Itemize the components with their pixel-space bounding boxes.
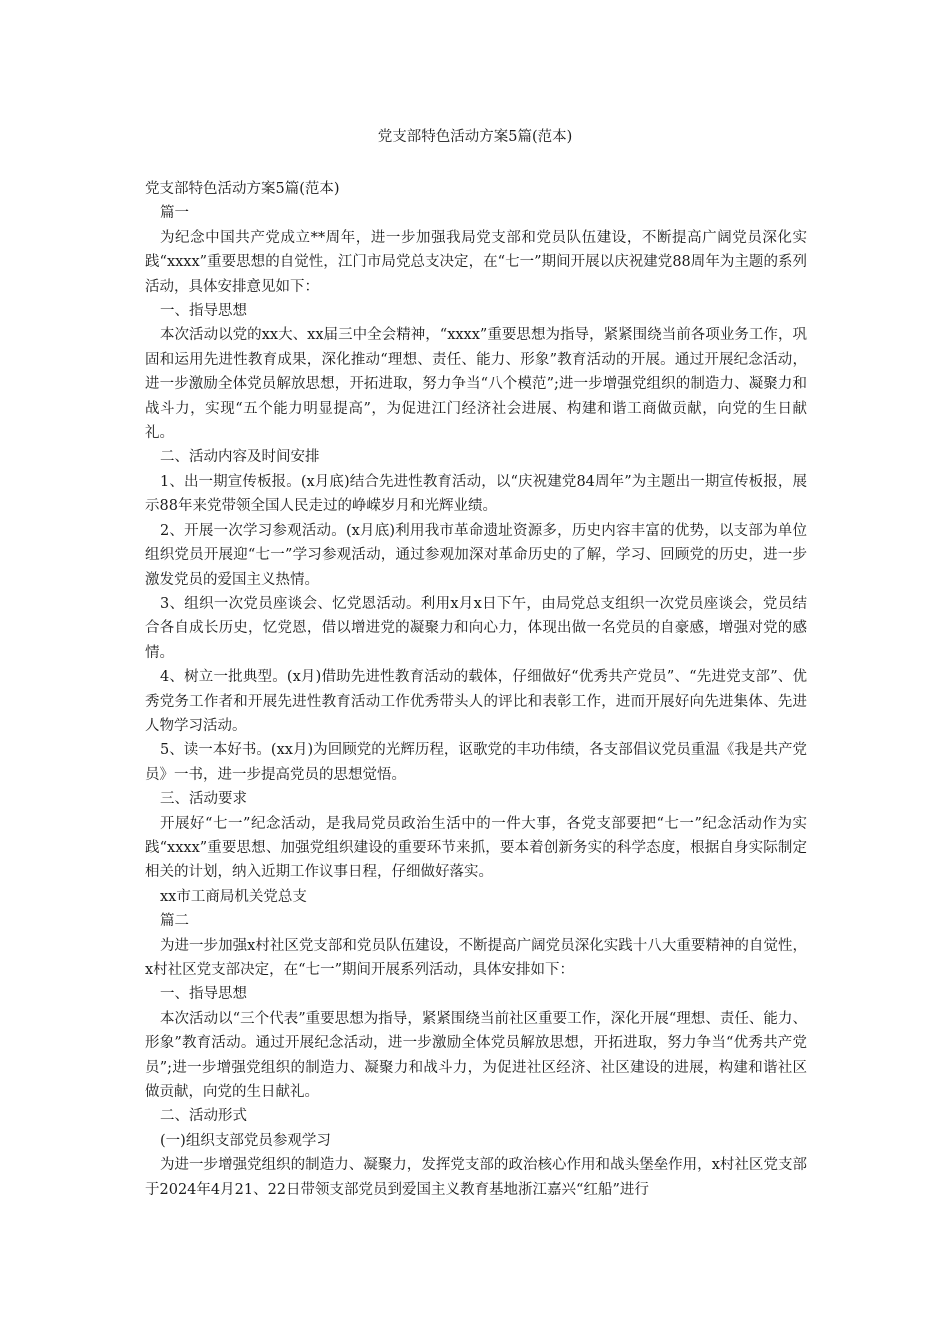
paragraph: 本次活动以“三个代表”重要思想为指导，紧紧围绕当前社区重要工作，深化开展“理想、责任、能力、形象”教育活动。通过开展纪念活动，进一步激励全体党员解放思想，开拓进取，努力争当“优秀共产党员”;进一步增强党组织的制造力、凝聚力和战斗力，为促进社区经济、社区建设的进展，构建和谐社区做贡献，向党的生日献礼。 [145,1010,807,1101]
paragraph: 篇二 [160,913,189,930]
paragraph: 二、活动形式 [160,1108,247,1125]
paragraph: 1、出一期宣传板报。(x月底)结合先进性教育活动，以“庆祝建党84周年”为主题出一期宣传板报，展示88年来党带领全国人民走过的峥嵘岁月和光辉业绩。 [145,473,807,515]
paragraph: 一、指导思想 [160,986,247,1003]
paragraph: 2、开展一次学习参观活动。(x月底)利用我市革命遗址资源多，历史内容丰富的优势，以支部为单位组织党员开展迎“七一”学习参观活动，通过参观加深对革命历史的了解，学习、回顾党的历史，进一步激发党员的爱国主义热情。 [145,522,807,588]
paragraph: 3、组织一次党员座谈会、忆党恩活动。利用x月x日下午，由局党总支组织一次党员座谈会，党员结合各自成长历史，忆党恩，借以增进党的凝聚力和向心力，体现出做一名党员的自豪感，增强对党的感情。 [145,595,807,661]
paragraph: 为进一步增强党组织的制造力、凝聚力，发挥党支部的政治核心作用和战头堡垒作用，x村社区党支部于2024年4月21、22日带领支部党员到爱国主义教育基地浙江嘉兴“红船”进行 [145,1157,807,1198]
paragraph: 一、指导思想 [160,303,247,320]
paragraph: 4、树立一批典型。(x月)借助先进性教育活动的载体，仔细做好“优秀共产党员”、“先进党支部”、优秀党务工作者和开展先进性教育活动工作优秀带头人的评比和表彰工作，进而开展好向先进集体、先进人物学习活动。 [145,669,807,734]
paragraph: 为进一步加强x村社区党支部和党员队伍建设，不断提高广阔党员深化实践十八大重要精神的自觉性，x村社区党支部决定，在“七一”期间开展系列活动，具体安排如下： [145,937,807,978]
paragraph: 为纪念中国共产党成立**周年，进一步加强我局党支部和党员队伍建设，不断提高广阔党员深化实践“xxxx”重要思想的自觉性，江门市局党总支决定，在“七一”期间开展以庆祝建党88周年为主题的系列活动，具体安排意见如下： [145,229,807,295]
paragraph: 5、读一本好书。(xx月)为回顾党的光辉历程，讴歌党的丰功伟绩，各支部倡议党员重温《我是共产党员》一书，进一步提高党员的思想觉悟。 [145,742,807,783]
paragraph: (一)组织支部党员参观学习 [160,1132,331,1149]
paragraph: xx市工商局机关党总支 [160,888,307,905]
paragraph: 党支部特色活动方案5篇(范本) [145,181,340,197]
document-title: 党支部特色活动方案5篇(范本) [377,129,573,145]
paragraph: 三、活动要求 [160,791,247,808]
paragraph: 开展好“七一”纪念活动，是我局党员政治生活中的一件大事，各党支部要把“七一”纪念活动作为实践“xxxx”重要思想、加强党组织建设的重要环节来抓，要本着创新务实的科学态度，根据自身实际制定相关的计划，纳入近期工作议事日程，仔细做好落实。 [145,815,807,881]
paragraph: 二、活动内容及时间安排 [160,449,320,466]
document-body [145,177,807,1202]
paragraph: 本次活动以党的xx大、xx届三中全会精神，“xxxx”重要思想为指导，紧紧围绕当前各项业务工作，巩固和运用先进性教育成果，深化推动“理想、责任、能力、形象”教育活动的开展。通过开展纪念活动，进一步激励全体党员解放思想，开拓进取，努力争当“八个模范”;进一步增强党组织的制造力、凝聚力和战斗力，实现“五个能力明显提高”，为促进江门经济社会进展、构建和谐工商做贡献，向党的生日献礼。 [145,327,807,442]
paragraph: 篇一 [160,205,189,222]
